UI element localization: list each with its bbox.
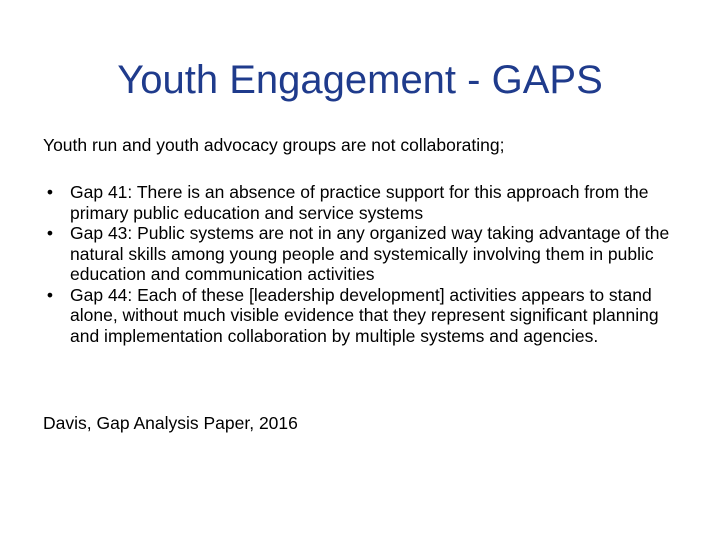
citation-text: Davis, Gap Analysis Paper, 2016 — [43, 413, 298, 433]
bullet-icon: • — [46, 223, 54, 243]
bullet-text: Gap 41: There is an absence of practice support for this approach from the primary public education and service systems — [70, 182, 649, 223]
bullet-item-gap-41 — [43, 182, 683, 223]
gap-bullet-list — [43, 182, 683, 346]
bullet-icon: • — [46, 182, 54, 202]
bullet-icon: • — [46, 284, 54, 305]
intro-text: Youth run and youth advocacy groups are not collaborating; — [43, 135, 505, 155]
bullet-text: Gap 43: Public systems are not in any organized way taking advantage of the natural skills among young people and systemically involving them in public education and communication activities — [70, 223, 670, 284]
bullet-text: Gap 44: Each of these [leadership development] activities appears to stand alone, without much visible evidence that they represent significant planning and implementation collaboration by multiple systems and agencies. — [70, 284, 659, 346]
bullet-item-gap-44 — [43, 285, 683, 347]
slide-title: Youth Engagement - GAPS — [117, 58, 603, 102]
bullet-item-gap-43 — [43, 223, 683, 285]
